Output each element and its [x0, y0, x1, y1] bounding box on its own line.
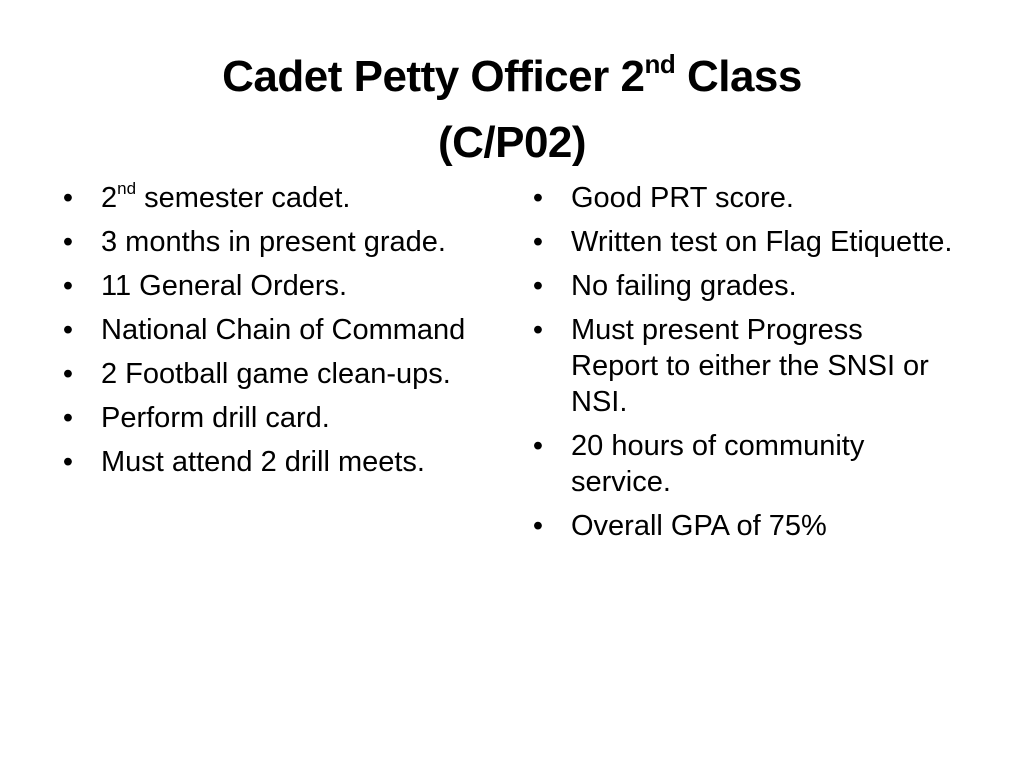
list-item-text: 3 months in present grade.: [101, 226, 446, 258]
list-item-text-start: 2: [101, 182, 118, 214]
right-bullet-list: [526, 180, 956, 552]
list-item-text: No failing grades.: [571, 270, 797, 302]
list-item: [56, 400, 506, 436]
list-item-superscript: nd: [117, 179, 137, 199]
list-item-text: 20 hours of community service.: [571, 430, 865, 498]
title-text-start: Cadet Petty Officer 2: [222, 52, 645, 101]
list-item: [56, 224, 506, 260]
list-item: [526, 268, 956, 304]
list-item-text: 11 General Orders.: [101, 270, 348, 302]
bullet-icon: •: [532, 510, 544, 542]
list-item: [526, 508, 956, 544]
title-abbreviation: (C/P02): [437, 118, 587, 167]
bullet-icon: •: [532, 314, 544, 346]
list-item-text: 2 Football game clean-ups.: [101, 358, 451, 390]
list-item-text: Written test on Flag Etiquette.: [571, 226, 953, 258]
bullet-icon: •: [62, 182, 74, 214]
list-item: [56, 180, 506, 216]
bullet-icon: •: [532, 182, 544, 214]
list-item: [526, 428, 956, 500]
left-bullet-list: [56, 180, 506, 488]
title-text-end: Class: [675, 52, 802, 101]
slide-title: [80, 44, 944, 176]
bullet-icon: •: [532, 226, 544, 258]
list-item-text: National Chain of Command: [101, 314, 466, 346]
bullet-icon: •: [532, 270, 544, 302]
list-item-text: Must present Progress Report to either the SNSI or NSI.: [571, 314, 929, 418]
bullet-icon: •: [62, 358, 74, 390]
list-item-text-end: semester cadet.: [136, 182, 351, 214]
bullet-icon: •: [62, 270, 74, 302]
bullet-icon: •: [62, 314, 74, 346]
title-superscript: nd: [644, 49, 676, 80]
list-item-text: Must attend 2 drill meets.: [101, 446, 425, 478]
list-item-text: Overall GPA of 75%: [571, 510, 827, 542]
list-item: [56, 312, 506, 348]
bullet-icon: •: [532, 430, 544, 462]
list-item: [526, 180, 956, 216]
list-item-text: Good PRT score.: [571, 182, 794, 214]
bullet-icon: •: [62, 446, 74, 478]
list-item: [526, 312, 956, 420]
list-item: [56, 444, 506, 480]
list-item: [526, 224, 956, 260]
list-item: [56, 268, 506, 304]
bullet-icon: •: [62, 402, 74, 434]
list-item-text: Perform drill card.: [101, 402, 330, 434]
list-item: [56, 356, 506, 392]
bullet-icon: •: [62, 226, 74, 258]
